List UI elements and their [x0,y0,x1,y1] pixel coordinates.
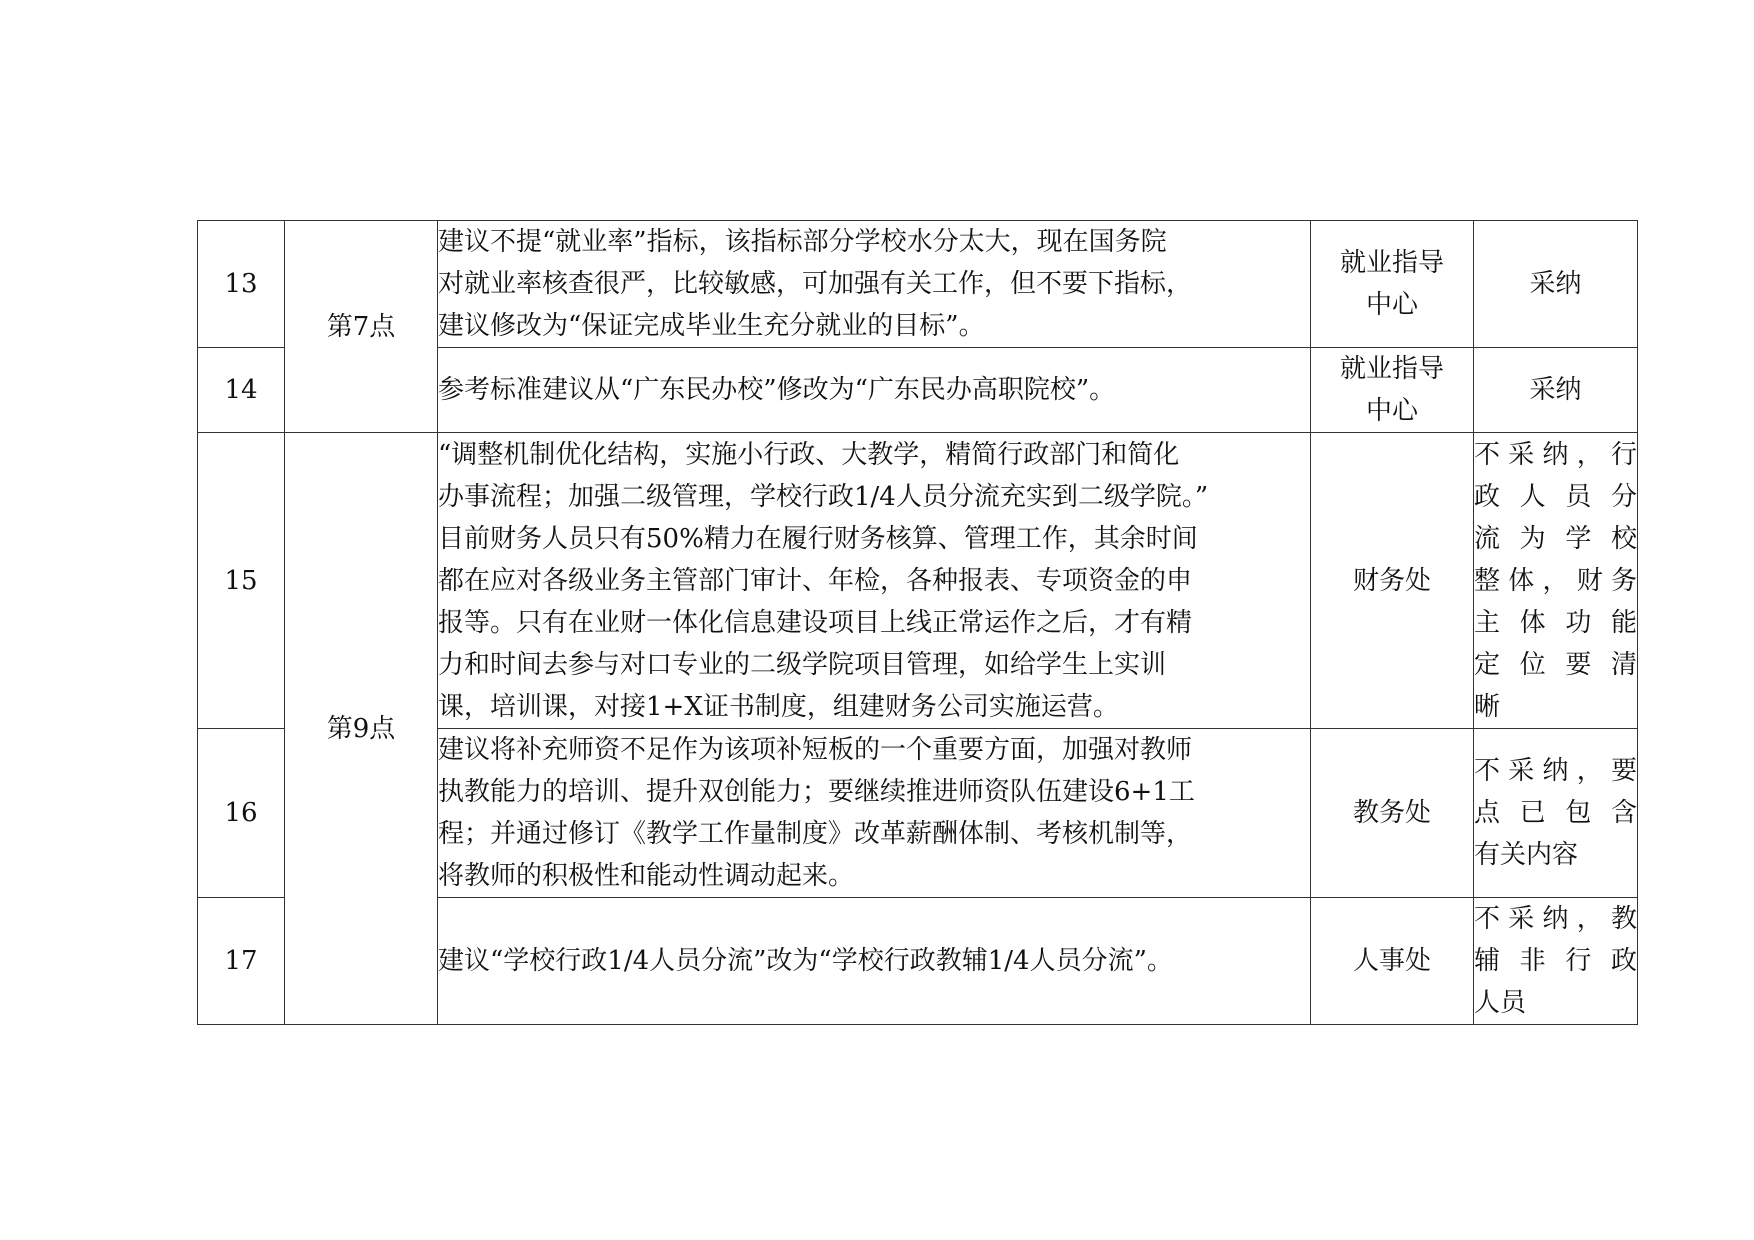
content-line: 力和时间去参与对口专业的二级学院项目管理，如给学生上实训 [438,649,1167,680]
point-cell: 第9点 [285,433,438,1025]
suggestion-content [438,348,1311,433]
row-number: 17 [198,898,285,1025]
table-row [198,433,1638,729]
dept-line: 就业指导 [1339,248,1444,278]
result-line: 政人员分 [1474,481,1637,512]
result-cell [1474,433,1638,729]
content-line: 将教师的积极性和能动性调动起来。 [438,861,855,891]
result-line: 有关内容 [1474,840,1579,870]
table-row [198,221,1638,348]
result-line: 辅非行政 [1474,946,1637,976]
department-cell [1311,898,1474,1025]
content-line: 对就业率核查很严，比较敏感，可加强有关工作，但不要下指标， [438,269,1193,299]
content-line: 程；并通过修订《教学工作量制度》改革薪酬体制、考核机制等， [438,819,1193,849]
dept-line: 教务处 [1352,798,1431,828]
content-line: 报等。只有在业财一体化信息建设项目上线正常运作之后，才有精 [438,607,1193,638]
suggestion-content [438,898,1311,1025]
content-line: “调整机制优化结构，实施小行政、大教学，精简行政部门和简化 [438,439,1180,470]
content-line: 参考标准建议从“广东民办校”修改为“广东民办高职院校”。 [438,375,1116,405]
department-cell [1311,221,1474,348]
opinions-table [197,220,1638,1025]
suggestion-content [438,221,1311,348]
content-line: 建议“学校行政1/4人员分流”改为“学校行政教辅1/4人员分流”。 [438,946,1173,976]
suggestion-content [438,433,1311,729]
result-cell: 采纳 [1474,221,1638,348]
suggestion-content [438,729,1311,898]
result-line: 主体功能 [1474,607,1637,638]
content-line: 建议不提“就业率”指标，该指标部分学校水分太大，现在国务院 [438,227,1167,257]
department-cell [1311,729,1474,898]
result-line: 晰 [1474,691,1501,722]
department-cell [1311,348,1474,433]
row-number: 14 [198,348,285,433]
department-cell [1311,433,1474,729]
content-line: 目前财务人员只有50%精力在履行财务核算、管理工作，其余时间 [438,523,1198,554]
result-line: 不采纳，要 [1474,756,1637,786]
result-line: 定位要清 [1474,649,1637,680]
result-line: 整体，财务 [1474,565,1637,596]
result-line: 人员 [1474,988,1527,1018]
dept-line: 就业指导 [1339,354,1444,384]
dept-line: 中心 [1365,290,1418,320]
content-line: 执教能力的培训、提升双创能力；要继续推进师资队伍建设6+1工 [438,777,1195,807]
row-number: 15 [198,433,285,729]
result-line: 点已包含 [1474,798,1637,828]
point-cell: 第7点 [285,221,438,433]
content-line: 办事流程；加强二级管理，学校行政1/4人员分流充实到二级学院。” [438,481,1209,512]
result-cell: 采纳 [1474,348,1638,433]
row-number: 16 [198,729,285,898]
content-line: 建议修改为“保证完成毕业生充分就业的目标”。 [438,311,985,341]
content-line: 都在应对各级业务主管部门审计、年检，各种报表、专项资金的申 [438,565,1193,596]
result-cell [1474,729,1638,898]
result-line: 流为学校 [1474,523,1637,554]
result-cell [1474,898,1638,1025]
result-line: 不采纳，行 [1474,439,1637,470]
dept-line: 中心 [1365,396,1418,426]
dept-line: 财务处 [1352,565,1431,596]
row-number: 13 [198,221,285,348]
dept-line: 人事处 [1352,946,1431,976]
result-line: 不采纳，教 [1474,904,1637,934]
content-line: 课，培训课，对接1+X证书制度，组建财务公司实施运营。 [438,691,1119,722]
content-line: 建议将补充师资不足作为该项补短板的一个重要方面，加强对教师 [438,735,1193,765]
